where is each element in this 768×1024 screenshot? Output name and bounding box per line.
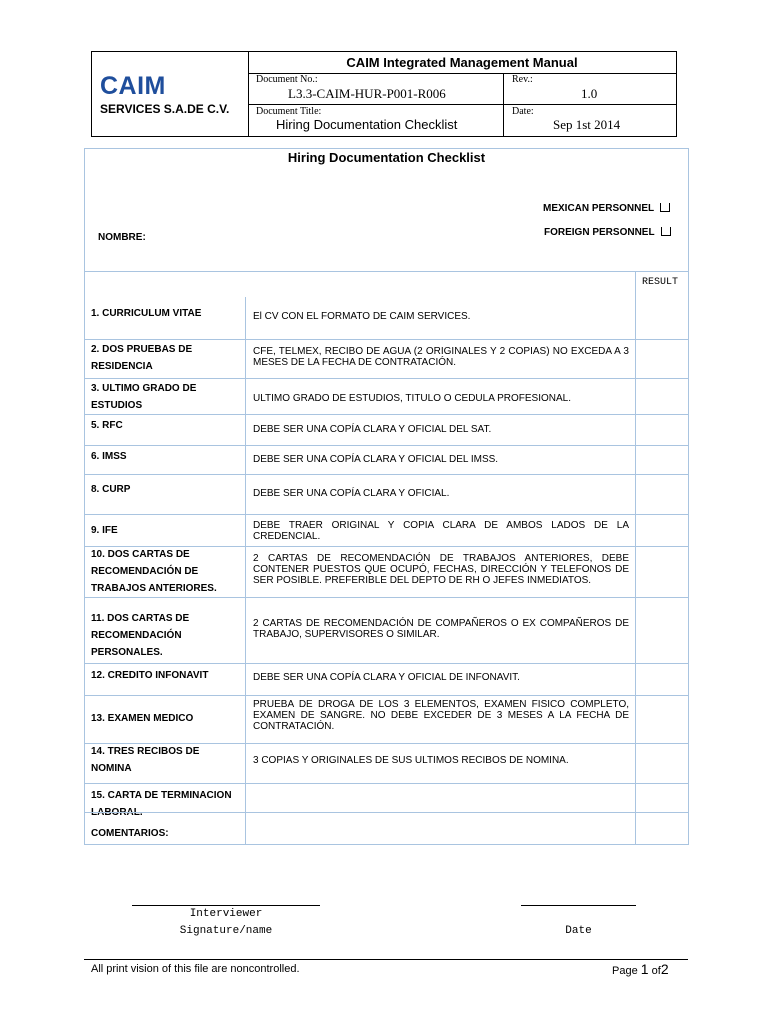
form-title: Hiring Documentation Checklist xyxy=(287,150,486,165)
checklist-item-description: DEBE TRAER ORIGINAL Y COPIA CLARA DE AMBOS LADOS DE LA CREDENCIAL. xyxy=(253,520,629,542)
checklist-item-description: DEBE SER UNA COPÍA CLARA Y OFICIAL DEL SAT. xyxy=(253,424,492,435)
page-indicator xyxy=(612,961,669,977)
checklist-item-description: DEBE SER UNA COPÍA CLARA Y OFICIAL DEL IMSS. xyxy=(253,454,499,465)
checklist-item-label: 5. RFC xyxy=(91,420,123,431)
doc-title-cell xyxy=(248,105,504,136)
checklist-item-label: 1. CURRICULUM VITAE xyxy=(91,308,202,319)
checklist-item-label: 2. DOS PRUEBAS DE RESIDENCIA xyxy=(91,344,193,372)
doc-number-label: Document No.: xyxy=(256,74,318,85)
row-divider xyxy=(85,812,688,813)
checklist-item-description: 3 COPIAS Y ORIGINALES DE SUS ULTIMOS RECIBOS DE NOMINA. xyxy=(253,755,569,766)
row-divider xyxy=(85,474,688,475)
of-word: of xyxy=(651,965,661,977)
checklist-item-label: 8. CURP xyxy=(91,484,131,495)
page-number: 1 xyxy=(640,961,649,977)
checklist-item-label: 11. DOS CARTAS DE RECOMENDACIÓN PERSONALES. xyxy=(91,613,190,658)
checklist-item-description: DEBE SER UNA COPÍA CLARA Y OFICIAL DE INFONAVIT. xyxy=(253,672,520,683)
checklist-item-description: PRUEBA DE DROGA DE LOS 3 ELEMENTOS, EXAMEN FISICO COMPLETO, EXAMEN DE SANGRE. NO DEBE EXCEDER DE 3 MESES A LA FECHA DE CONTRATACIÓN. xyxy=(253,699,629,732)
checklist-item-label: 13. EXAMEN MEDICO xyxy=(91,713,194,724)
interviewer-signature-line xyxy=(132,905,320,906)
row-divider xyxy=(85,339,688,340)
row-divider xyxy=(85,663,688,664)
result-cell[interactable] xyxy=(636,515,688,546)
rev-cell xyxy=(504,73,676,105)
result-cell[interactable] xyxy=(636,446,688,474)
result-cell[interactable] xyxy=(636,547,688,597)
table-top-line xyxy=(85,271,688,272)
mexican-personnel-option[interactable] xyxy=(543,203,670,214)
checklist-item-description: DEBE SER UNA COPÍA CLARA Y OFICIAL. xyxy=(253,488,450,499)
foreign-checkbox-icon[interactable] xyxy=(661,227,671,236)
row-divider xyxy=(85,783,688,784)
checklist-form xyxy=(84,148,689,845)
checklist-item-description: CFE, TELMEX, RECIBO DE AGUA (2 ORIGINALES Y 2 COPIAS) NO EXCEDA A 3 MESES DE LA FECHA DE CONTRATACIÓN. xyxy=(253,346,629,368)
row-divider xyxy=(85,445,688,446)
checklist-item-label: 15. CARTA DE TERMINACION xyxy=(91,790,232,801)
result-cell[interactable] xyxy=(636,664,688,695)
result-cell[interactable] xyxy=(636,340,688,378)
result-cell[interactable] xyxy=(636,598,688,663)
company-name: SERVICES S.A.DE C.V. xyxy=(100,102,230,116)
result-cell[interactable] xyxy=(636,379,688,414)
mexican-checkbox-icon[interactable] xyxy=(660,203,670,212)
page-total: 2 xyxy=(660,961,669,977)
result-cell[interactable] xyxy=(636,696,688,743)
result-cell[interactable] xyxy=(636,415,688,445)
checklist-item-description: 2 CARTAS DE RECOMENDACIÓN DE TRABAJOS ANTERIORES, DEBE CONTENER PUESTOS QUE OCUPÓ, FECHAS, DIRECCIÓN Y TELEFONOS DE SER POSIBLE. PREFERIBLE DEL DEPTO DE RH O JEFES INMEDIATOS. xyxy=(253,553,629,586)
signature-date-label: Date xyxy=(565,925,592,937)
footer-note: All print vision of this file are noncontrolled. xyxy=(91,963,300,975)
checklist-item-label: 14. TRES RECIBOS DE NOMINA xyxy=(91,746,200,774)
row-divider xyxy=(85,414,688,415)
checklist-item-label: 9. IFE xyxy=(91,525,118,536)
doc-number-value: L3.3-CAIM-HUR-P001-R006 xyxy=(288,86,446,101)
checklist-item-label: COMENTARIOS: xyxy=(91,828,169,839)
date-label: Date: xyxy=(512,106,534,117)
checklist-item-description: ULTIMO GRADO DE ESTUDIOS, TITULO O CEDULA PROFESIONAL. xyxy=(253,393,572,404)
checklist-item-label: 3. ULTIMO GRADO DE ESTUDIOS xyxy=(91,383,197,411)
checklist-item-label: 10. DOS CARTAS DE RECOMENDACIÓN DE TRABAJOS ANTERIORES. xyxy=(91,549,217,594)
mexican-personnel-label: MEXICAN PERSONNEL xyxy=(543,203,655,214)
foreign-personnel-label: FOREIGN PERSONNEL xyxy=(544,227,655,238)
result-cell[interactable] xyxy=(636,784,688,812)
doc-number-cell xyxy=(248,73,504,105)
row-divider xyxy=(85,514,688,515)
doc-title-label: Document Title: xyxy=(256,106,322,117)
result-cell[interactable] xyxy=(636,298,688,339)
result-cell[interactable] xyxy=(636,813,688,846)
row-divider xyxy=(85,378,688,379)
result-cell[interactable] xyxy=(636,744,688,783)
row-divider xyxy=(85,597,688,598)
label-column-divider xyxy=(245,297,246,845)
checklist-item-label: 6. IMSS xyxy=(91,451,127,462)
checklist-item-description: El CV CON EL FORMATO DE CAIM SERVICES. xyxy=(253,311,471,322)
company-logo: CAIM xyxy=(100,72,166,100)
logo-cell xyxy=(92,52,249,136)
row-divider xyxy=(85,695,688,696)
interviewer-label: Interviewer xyxy=(189,908,263,920)
foreign-personnel-option[interactable] xyxy=(544,227,671,238)
document-header xyxy=(91,51,677,137)
result-cell[interactable] xyxy=(636,475,688,514)
checklist-item-description: 2 CARTAS DE RECOMENDACIÓN DE COMPAÑEROS O EX COMPAÑEROS DE TRABAJO, SUPERVISORES O SIMILAR. xyxy=(253,618,629,640)
doc-title-value: Hiring Documentation Checklist xyxy=(276,117,458,132)
rev-value: 1.0 xyxy=(581,86,598,101)
nombre-label: NOMBRE: xyxy=(98,232,146,243)
date-signature-line xyxy=(521,905,636,906)
signature-name-label: Signature/name xyxy=(179,925,273,937)
footer-divider xyxy=(84,959,688,960)
checklist-item-label: 12. CREDITO INFONAVIT xyxy=(91,670,209,681)
rev-label: Rev.: xyxy=(512,74,533,85)
result-header: RESULT xyxy=(642,277,679,288)
date-value: Sep 1st 2014 xyxy=(553,117,621,132)
manual-title: CAIM Integrated Management Manual xyxy=(248,52,676,74)
page-word: Page xyxy=(612,965,638,977)
date-cell xyxy=(504,105,676,136)
